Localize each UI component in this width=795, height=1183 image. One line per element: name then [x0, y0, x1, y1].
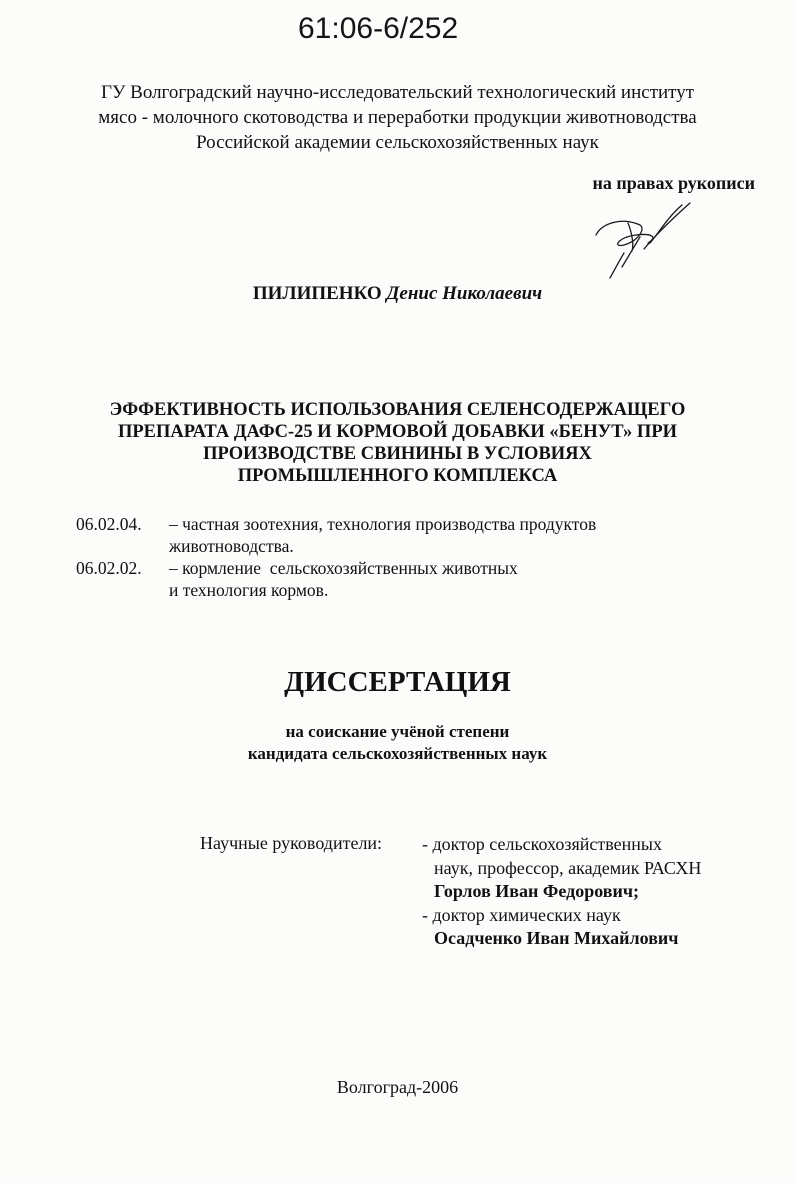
degree-line: кандидата сельскохозяйственных наук	[247, 744, 548, 763]
author-given-names: Денис Николаевич	[386, 283, 543, 304]
supervisor-name: Горлов Иван Федорович;	[434, 881, 640, 901]
specialty-row	[76, 557, 596, 579]
degree-line: на соискание учёной степени	[285, 722, 510, 741]
author-name	[0, 283, 795, 305]
specialty-text-cont: и технология кормов.	[169, 580, 329, 600]
author-surname: ПИЛИПЕНКО	[252, 283, 382, 304]
institution-header	[40, 80, 755, 155]
specialty-row	[76, 513, 596, 535]
supervisor-name: Осадченко Иван Михайлович	[434, 928, 679, 948]
supervisor-title: - доктор сельскохозяйственных	[422, 834, 662, 854]
degree-statement	[0, 721, 795, 765]
specialty-text: – частная зоотехния, технология производства продуктов	[169, 514, 597, 534]
specialty-text: – кормление сельскохозяйственных животных	[169, 558, 518, 578]
supervisors-list	[422, 833, 701, 951]
title-line: ПРЕПАРАТА ДАФС-25 И КОРМОВОЙ ДОБАВКИ «БЕНУТ» ПРИ	[117, 422, 678, 442]
place-and-year: Волгоград-2006	[336, 1077, 459, 1097]
institution-line: мясо - молочного скотоводства и переработки продукции животноводства	[98, 107, 697, 128]
dissertation-title	[40, 399, 755, 487]
title-line: ЭФФЕКТИВНОСТЬ ИСПОЛЬЗОВАНИЯ СЕЛЕНСОДЕРЖАЩЕГО	[109, 400, 686, 420]
title-line: ПРОМЫШЛЕННОГО КОМПЛЕКСА	[237, 466, 558, 486]
specialty-code: 06.02.04.	[76, 514, 142, 534]
archive-stamp: 61:06-6/252	[298, 12, 459, 45]
title-line: ПРОИЗВОДСТВЕ СВИНИНЫ В УСЛОВИЯХ	[203, 444, 592, 464]
supervisors-label: Научные руководители:	[200, 833, 383, 853]
specialty-text-cont: животноводства.	[169, 536, 294, 556]
supervisor-title-cont: наук, профессор, академик РАСХН	[434, 857, 702, 878]
specialty-code: 06.02.02.	[76, 558, 142, 578]
institution-line: ГУ Волгоградский научно-исследовательский технологический институт	[100, 82, 695, 103]
institution-line: Российской академии сельскохозяйственных наук	[196, 132, 599, 153]
document-type-heading: ДИССЕРТАЦИЯ	[284, 666, 511, 698]
signature-image	[588, 193, 708, 283]
rights-note: на правах рукописи	[592, 173, 755, 193]
specialties-list	[76, 513, 596, 601]
supervisor-title: - доктор химических наук	[422, 904, 621, 925]
